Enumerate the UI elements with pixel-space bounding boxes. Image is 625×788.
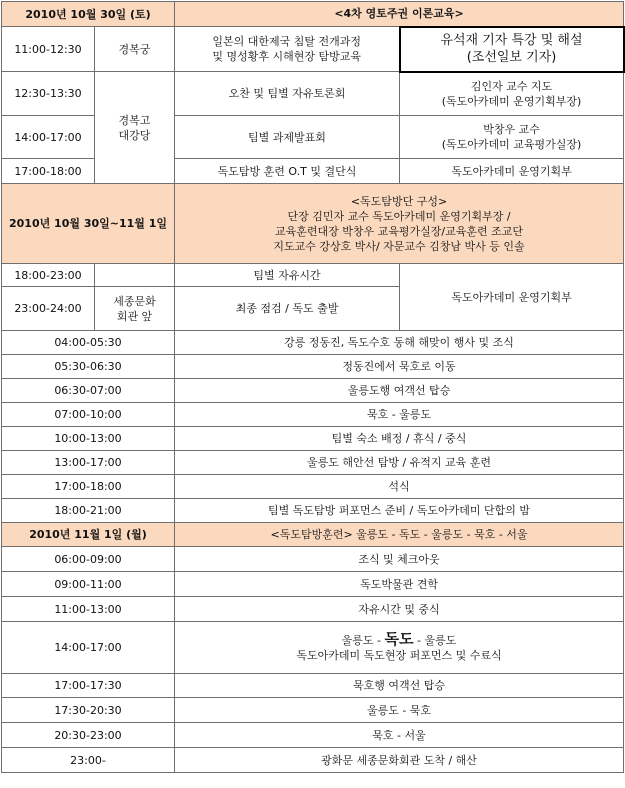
table-row (2, 72, 624, 116)
lecturer-line: 김인자 교수 지도 (470, 79, 553, 93)
team-line: 교육훈련대장 박창우 교육평가실장/교육훈련 조교단 (275, 224, 523, 238)
table-row (2, 723, 624, 748)
activity-cell: 독도박물관 견학 (175, 572, 624, 597)
table-row (2, 427, 624, 451)
day3-header-row (2, 523, 624, 547)
activity-cell: 강릉 정동진, 독도수호 동해 해맞이 행사 및 조식 (175, 331, 624, 355)
activity-part: 울릉도 - (341, 634, 385, 647)
time-cell: 12:30-13:30 (2, 72, 95, 116)
lecturer-cell (400, 72, 624, 116)
lecturer-line: (독도아카데미 운영기획부장) (441, 94, 582, 108)
table-row (2, 403, 624, 427)
time-cell: 10:00-13:00 (2, 427, 175, 451)
time-cell: 07:00-10:00 (2, 403, 175, 427)
activity-cell: 팀별 숙소 배정 / 휴식 / 중식 (175, 427, 624, 451)
lecturer-line: 박창우 교수 (483, 123, 540, 136)
activity-cell: 독도탐방 훈련 O.T 및 결단식 (175, 159, 400, 184)
time-cell: 17:00-18:00 (2, 475, 175, 499)
table-row (2, 264, 624, 287)
time-cell: 17:00-18:00 (2, 159, 95, 184)
place-line: 세종문화 (113, 294, 156, 308)
time-cell: 11:00-12:30 (2, 27, 95, 72)
activity-cell: 광화문 세종문화회관 도착 / 해산 (175, 748, 624, 773)
time-cell: 17:30-20:30 (2, 698, 175, 723)
table-row (2, 674, 624, 698)
table-row (2, 622, 624, 674)
time-cell: 18:00-23:00 (2, 264, 95, 287)
time-cell: 18:00-21:00 (2, 499, 175, 523)
time-cell: 14:00-17:00 (2, 116, 95, 159)
activity-cell: 팀별 자유시간 (175, 264, 400, 287)
place-line: 회관 앞 (116, 309, 153, 323)
activity-cell: 울릉도행 여객선 탑승 (175, 379, 624, 403)
activity-cell: 울릉도 - 묵호 (175, 698, 624, 723)
table-row (2, 379, 624, 403)
place-cell: 경복궁 (95, 27, 175, 72)
table-row (2, 355, 624, 379)
time-cell: 23:00-24:00 (2, 287, 95, 331)
activity-line: 독도아카데미 독도현장 퍼포먼스 및 수료식 (296, 649, 502, 662)
table-row (2, 547, 624, 572)
place-cell (95, 287, 175, 331)
time-cell: 14:00-17:00 (2, 622, 175, 674)
activity-cell: 묵호 - 울릉도 (175, 403, 624, 427)
time-cell: 05:30-06:30 (2, 355, 175, 379)
time-cell: 23:00- (2, 748, 175, 773)
activity-cell: 묵호 - 서울 (175, 723, 624, 748)
table-row (2, 27, 624, 72)
time-cell: 06:00-09:00 (2, 547, 175, 572)
lecturer-cell (400, 27, 624, 72)
team-composition (175, 184, 624, 264)
activity-cell: 팀별 독도탐방 퍼포먼스 준비 / 독도아카데미 단합의 밤 (175, 499, 624, 523)
team-date: 2010년 10월 30일~11월 1일 (2, 184, 175, 264)
activity-cell: 묵호행 여객선 탑승 (175, 674, 624, 698)
table-row (2, 499, 624, 523)
lecturer-line: (독도아카데미 교육평가실장) (441, 138, 582, 151)
table-row (2, 475, 624, 499)
activity-line: 및 명성황후 시해현장 탐방교육 (212, 50, 362, 63)
place-line: 대강당 (118, 128, 151, 142)
place-cell (95, 72, 175, 184)
schedule (1, 1, 623, 773)
day3-date: 2010년 11월 1일 (월) (2, 523, 175, 547)
lecturer-cell: 독도아카데미 운영기획부 (400, 159, 624, 184)
table-row (2, 597, 624, 622)
time-cell: 20:30-23:00 (2, 723, 175, 748)
activity-cell: 최종 점검 / 독도 출발 (175, 287, 400, 331)
schedule-table (1, 1, 625, 773)
table-row (2, 698, 624, 723)
time-cell: 11:00-13:00 (2, 597, 175, 622)
day1-header-row (2, 2, 624, 27)
time-cell: 06:30-07:00 (2, 379, 175, 403)
table-row (2, 572, 624, 597)
lecturer-line: 유석재 기자 특강 및 해설 (440, 33, 583, 48)
activity-cell: 석식 (175, 475, 624, 499)
activity-cell: 정동진에서 묵호로 이동 (175, 355, 624, 379)
activity-cell: 조식 및 체크아웃 (175, 547, 624, 572)
table-row (2, 748, 624, 773)
table-row (2, 451, 624, 475)
dokdo-emphasis: 독도 (384, 630, 414, 648)
activity-cell: 팀별 과제발표회 (175, 116, 400, 159)
table-row (2, 331, 624, 355)
activity-cell (175, 27, 400, 72)
activity-cell: 울릉도 해안선 탐방 / 유적지 교육 훈련 (175, 451, 624, 475)
activity-cell: 오찬 및 팀별 자유토론회 (175, 72, 400, 116)
day1-title: <4차 영토주권 이론교육> (175, 2, 624, 27)
activity-part: - 울릉도 (413, 634, 457, 647)
time-cell: 09:00-11:00 (2, 572, 175, 597)
time-cell: 04:00-05:30 (2, 331, 175, 355)
activity-cell (175, 622, 624, 674)
place-line: 경복고 (118, 113, 151, 127)
lecturer-line: (조선일보 기자) (466, 50, 557, 65)
team-title: <독도탐방단 구성> (350, 194, 448, 208)
activity-line: 일본의 대한제국 침탈 전개과정 (212, 35, 362, 48)
activity-cell: 자유시간 및 중식 (175, 597, 624, 622)
day1-date: 2010년 10월 30일 (토) (2, 2, 175, 27)
time-cell: 13:00-17:00 (2, 451, 175, 475)
place-cell (95, 264, 175, 287)
day3-title: <독도탐방훈련> 울릉도 - 독도 - 울릉도 - 묵호 - 서울 (175, 523, 624, 547)
team-header-row (2, 184, 624, 264)
team-line: 단장 김민자 교수 독도아카데미 운영기획부장 / (287, 209, 511, 223)
lecturer-cell (400, 116, 624, 159)
team-line: 지도교수 강상호 박사/ 자문교수 김창남 박사 등 인솔 (273, 239, 525, 253)
activity-line (177, 632, 621, 648)
time-cell: 17:00-17:30 (2, 674, 175, 698)
lecturer-cell: 독도아카데미 운영기획부 (400, 264, 624, 331)
